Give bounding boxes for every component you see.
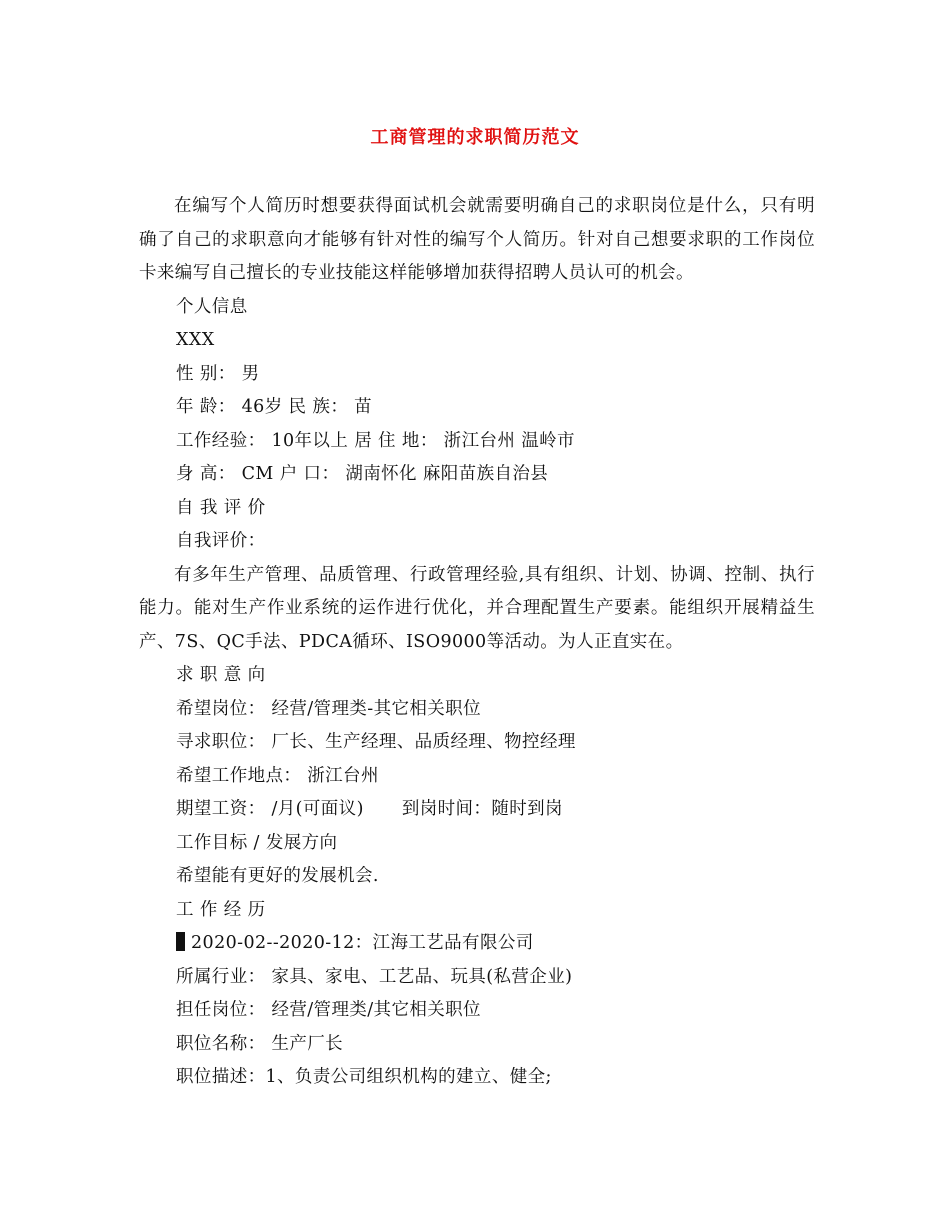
candidate-name: XXX	[176, 330, 215, 350]
work-period-company: 2020-02--2020-12：江海工艺品有限公司	[191, 933, 534, 953]
desired-location-line: 希望工作地点： 浙江台州	[176, 765, 379, 786]
job-description-line: 职位描述：1、负责公司组织机构的建立、健全;	[176, 1067, 552, 1087]
self-eval-paragraph: 有多年生产管理、品质管理、行政管理经验,具有组织、计划、协调、控制、执行能力。能对生产作业系统的运作进行优化，并合理配置生产要素。能组织开展精益生产、7S、QC手法、PDCA循环、ISO9000等活动。为人正直实在。	[139, 564, 815, 652]
work-history-heading: 工 作 经 历	[176, 899, 266, 920]
gender-line: 性 别： 男	[176, 363, 260, 384]
document-title: 工商管理的求职简历范文	[370, 127, 580, 148]
job-intent-heading: 求 职 意 向	[176, 665, 266, 685]
desired-position-line: 希望岗位： 经营/管理类-其它相关职位	[176, 698, 481, 719]
goal-text: 希望能有更好的发展机会.	[176, 866, 379, 886]
work-period-line	[139, 927, 815, 961]
bullet-bar-icon	[176, 932, 185, 951]
experience-residence-line: 工作经验： 10年以上 居 住 地： 浙江台州 温岭市	[176, 430, 575, 451]
job-title-line: 职位名称： 生产厂长	[176, 1033, 344, 1054]
goal-heading: 工作目标 / 发展方向	[176, 832, 338, 853]
self-eval-heading: 自 我 评 价	[176, 497, 266, 518]
salary-availability-line	[139, 793, 815, 827]
intro-paragraph: 在编写个人简历时想要获得面试机会就需要明确自己的求职岗位是什么，只有明确了自己的求职意向才能够有针对性的编写个人简历。针对自己想要求职的工作岗位卡来编写自己擅长的专业技能这样能够增加获得招聘人员认可的机会。	[139, 196, 815, 283]
height-hukou-line: 身 高： CM 户 口： 湖南怀化 麻阳苗族自治县	[176, 464, 549, 484]
position-line: 担任岗位： 经营/管理类/其它相关职位	[176, 1000, 481, 1020]
salary-text: 期望工资： /月(可面议)	[176, 799, 364, 819]
availability-text: 到岗时间：随时到岗	[401, 799, 563, 819]
self-eval-label: 自我评价：	[176, 531, 266, 551]
age-ethnicity-line: 年 龄： 46岁 民 族： 苗	[176, 397, 373, 417]
seeking-position-line: 寻求职位： 厂长、生产经理、品质经理、物控经理	[176, 732, 576, 752]
document-body	[139, 190, 815, 1095]
industry-line: 所属行业： 家具、家电、工艺品、玩具(私营企业)	[176, 966, 573, 987]
personal-info-heading: 个人信息	[176, 296, 248, 317]
